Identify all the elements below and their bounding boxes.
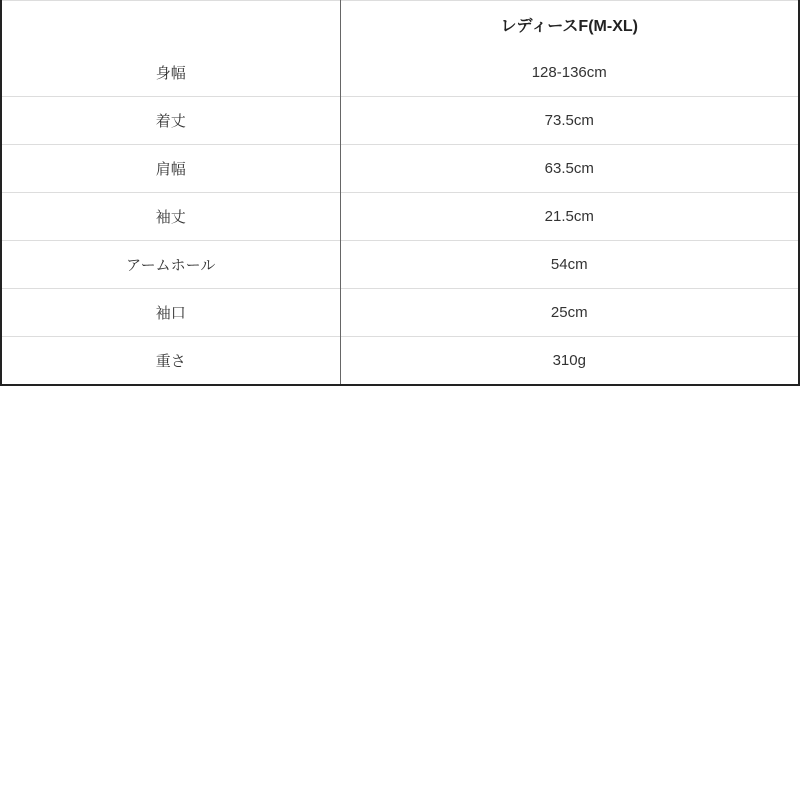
row-label: 袖口 xyxy=(1,289,340,337)
row-value: 63.5cm xyxy=(340,145,799,193)
row-value: 21.5cm xyxy=(340,193,799,241)
table-row xyxy=(1,145,799,193)
header-label-cell xyxy=(1,1,340,49)
table-row xyxy=(1,193,799,241)
table-body xyxy=(1,49,799,385)
row-label: 重さ xyxy=(1,337,340,385)
row-label: 身幅 xyxy=(1,49,340,97)
row-label: アームホール xyxy=(1,241,340,289)
table-row xyxy=(1,49,799,97)
table-row xyxy=(1,337,799,385)
table-row xyxy=(1,289,799,337)
row-label: 袖丈 xyxy=(1,193,340,241)
row-value: 54cm xyxy=(340,241,799,289)
row-label: 着丈 xyxy=(1,97,340,145)
row-value: 73.5cm xyxy=(340,97,799,145)
row-value: 310g xyxy=(340,337,799,385)
row-value: 25cm xyxy=(340,289,799,337)
table-header-row xyxy=(1,1,799,49)
table-row xyxy=(1,241,799,289)
table-row xyxy=(1,97,799,145)
header-value-cell: レディースF(M-XL) xyxy=(340,1,799,49)
table-header xyxy=(1,1,799,49)
size-spec-table xyxy=(0,0,800,386)
row-value: 128-136cm xyxy=(340,49,799,97)
row-label: 肩幅 xyxy=(1,145,340,193)
